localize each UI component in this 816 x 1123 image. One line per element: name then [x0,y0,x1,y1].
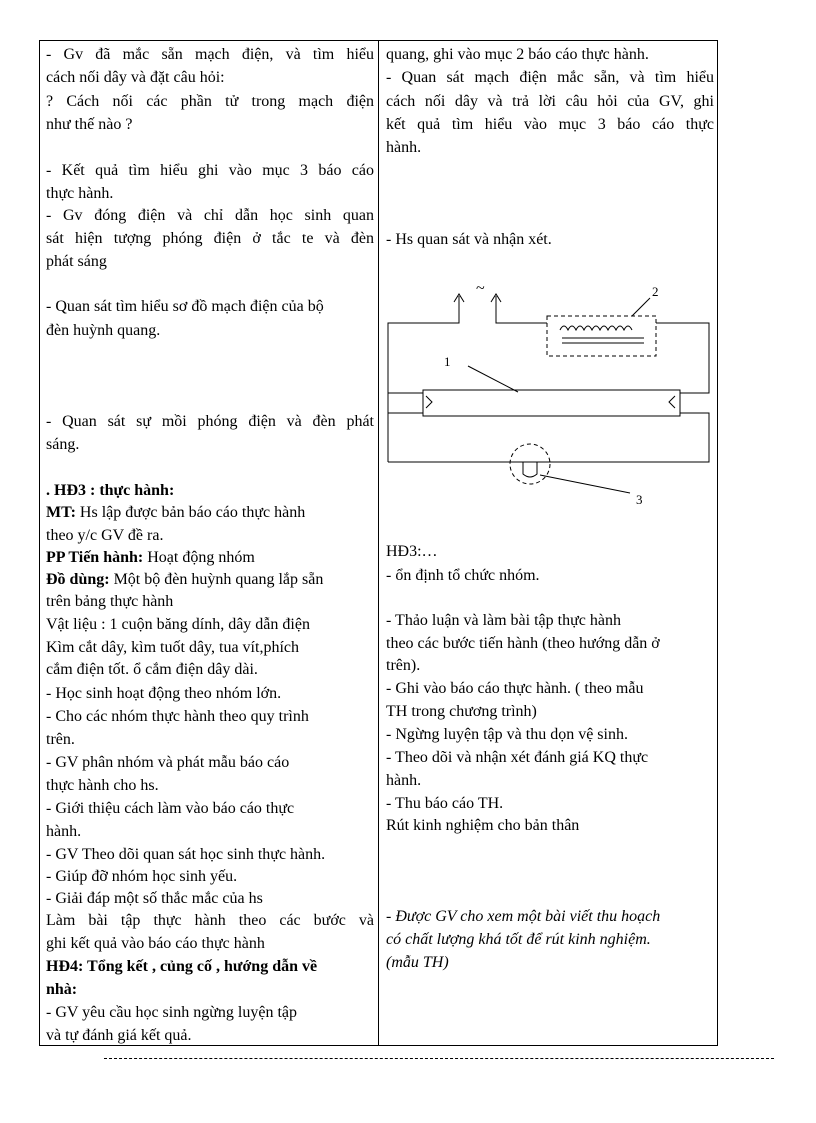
hd4-heading-cont: nhà: [46,981,78,998]
left-line: theo y/c GV đề ra. [46,527,164,544]
filament-left [426,396,432,408]
note-line: (mẫu TH) [386,954,449,971]
left-line: - GV Theo dõi quan sát học sinh thực hành. [46,846,326,863]
left-line: - Kết quả tìm hiểu ghi vào mục 3 báo cáo [46,162,374,179]
hd3-label: HĐ3:… [386,543,438,560]
starter-bulb [523,462,537,477]
leader-2 [632,298,650,316]
label-1: 1 [444,354,451,369]
wire-top-right [656,323,709,393]
left-line: phát sáng [46,253,107,270]
left-line: - Giới thiệu cách làm vào báo cáo thực [46,800,295,817]
right-line: - Theo dõi và nhận xét đánh giá KQ thực [386,749,649,766]
circuit-diagram [380,278,715,513]
dd-label: Đồ dùng: [46,571,110,588]
pp-line [46,546,374,569]
footer-separator [104,1058,774,1059]
left-line: trên. [46,731,75,748]
right-line: hành. [386,772,422,789]
pp-label: PP Tiến hành: [46,549,144,566]
wire-top-left [388,296,459,462]
wire-top-mid [496,296,547,323]
left-line: - Giải đáp một số thắc mắc của hs [46,890,263,907]
column-divider [378,41,379,1045]
label-2: 2 [652,284,659,299]
ballast-box [547,316,656,356]
leader-3 [540,475,630,493]
left-line: - Gv đóng điện và chỉ dẫn học sinh quan [46,207,374,224]
left-line: như thế nào ? [46,116,133,133]
left-line: - Quan sát tìm hiểu sơ đồ mạch điện của bộ [46,298,324,315]
left-line: Kìm cắt dây, kìm tuốt dây, tua vít,phích [46,639,299,656]
left-line: - GV yêu cầu học sinh ngừng luyện tập [46,1004,297,1021]
right-line: - Ngừng luyện tập và thu dọn vệ sinh. [386,726,628,743]
lesson-table [39,40,718,1046]
right-line: quang, ghi vào mục 2 báo cáo thực hành. [386,46,649,63]
left-line: - Gv đã mắc sẵn mạch điện, và tìm hiểu [46,46,374,63]
ballast-coil [560,326,632,330]
left-line: cắm điện tốt. ổ cắm điện dây dài. [46,661,258,678]
right-line: hành. [386,139,422,156]
right-line: cách nối dây và trả lời câu hỏi của GV, ghi [386,93,714,110]
mt-label: MT: [46,504,76,521]
hd4-heading: HĐ4: Tổng kết , củng cố , hướng dẫn về [46,958,318,975]
right-line: - Ghi vào báo cáo thực hành. ( theo mẫu [386,680,644,697]
left-line: - Giúp đỡ nhóm học sinh yếu. [46,868,238,885]
filament-right [669,396,675,408]
left-line: thực hành cho hs. [46,777,159,794]
right-line: kết quả tìm hiểu vào mục 3 báo cáo thực [386,116,714,133]
dd-text: Một bộ đèn huỳnh quang lắp sẵn [109,571,324,588]
wire-bottom [388,413,709,462]
mt-text: Hs lập được bản báo cáo thực hành [75,504,306,521]
left-line: - Học sinh hoạt động theo nhóm lớn. [46,685,282,702]
mt-line [46,501,374,524]
right-line: - Quan sát mạch điện mắc sẵn, và tìm hiểu [386,69,714,86]
left-line: cách nối dây và đặt câu hỏi: [46,69,225,86]
source-symbol: ~ [476,280,485,297]
fluorescent-tube [423,390,680,416]
leader-1 [468,366,518,392]
left-line: ghi kết quả vào báo cáo thực hành [46,935,265,952]
left-line: - Quan sát sự mồi phóng điện và đèn phát [46,413,374,430]
note-line: - Được GV cho xem một bài viết thu hoạch [386,908,661,925]
right-line: TH trong chương trình) [386,703,537,720]
left-line: trên bảng thực hành [46,593,174,610]
right-line: - Thu báo cáo TH. [386,795,504,812]
right-line: Rút kinh nghiệm cho bản thân [386,817,580,834]
right-line: - Thảo luận và làm bài tập thực hành [386,612,621,629]
left-line: thực hành. [46,185,114,202]
left-line: và tự đánh giá kết quả. [46,1027,192,1044]
left-line: - GV phân nhóm và phát mẫu báo cáo [46,754,290,771]
right-line: theo các bước tiến hành (theo hướng dẫn ở [386,635,660,652]
right-line: trên). [386,657,421,674]
starter-circle [510,444,550,484]
left-line: hành. [46,823,82,840]
left-line: Làm bài tập thực hành theo các bước và [46,912,374,929]
dd-line [46,568,374,591]
left-line: đèn huỳnh quang. [46,322,161,339]
hd3-heading: . HĐ3 : thực hành: [46,482,175,499]
left-line: - Cho các nhóm thực hành theo quy trình [46,708,309,725]
note-line: có chất lượng khá tốt để rút kinh nghiệm. [386,931,651,948]
right-line: - ổn định tổ chức nhóm. [386,567,540,584]
left-line: sáng. [46,436,80,453]
pp-text: Hoạt động nhóm [143,549,255,566]
left-line: ? Cách nối các phần tử trong mạch điện [46,93,374,110]
right-line: - Hs quan sát và nhận xét. [386,231,552,248]
label-3: 3 [636,492,643,507]
left-line: Vật liệu : 1 cuộn băng dính, dây dẫn điện [46,616,310,633]
left-line: sát hiện tượng phóng điện ở tắc te và đèn [46,230,374,247]
